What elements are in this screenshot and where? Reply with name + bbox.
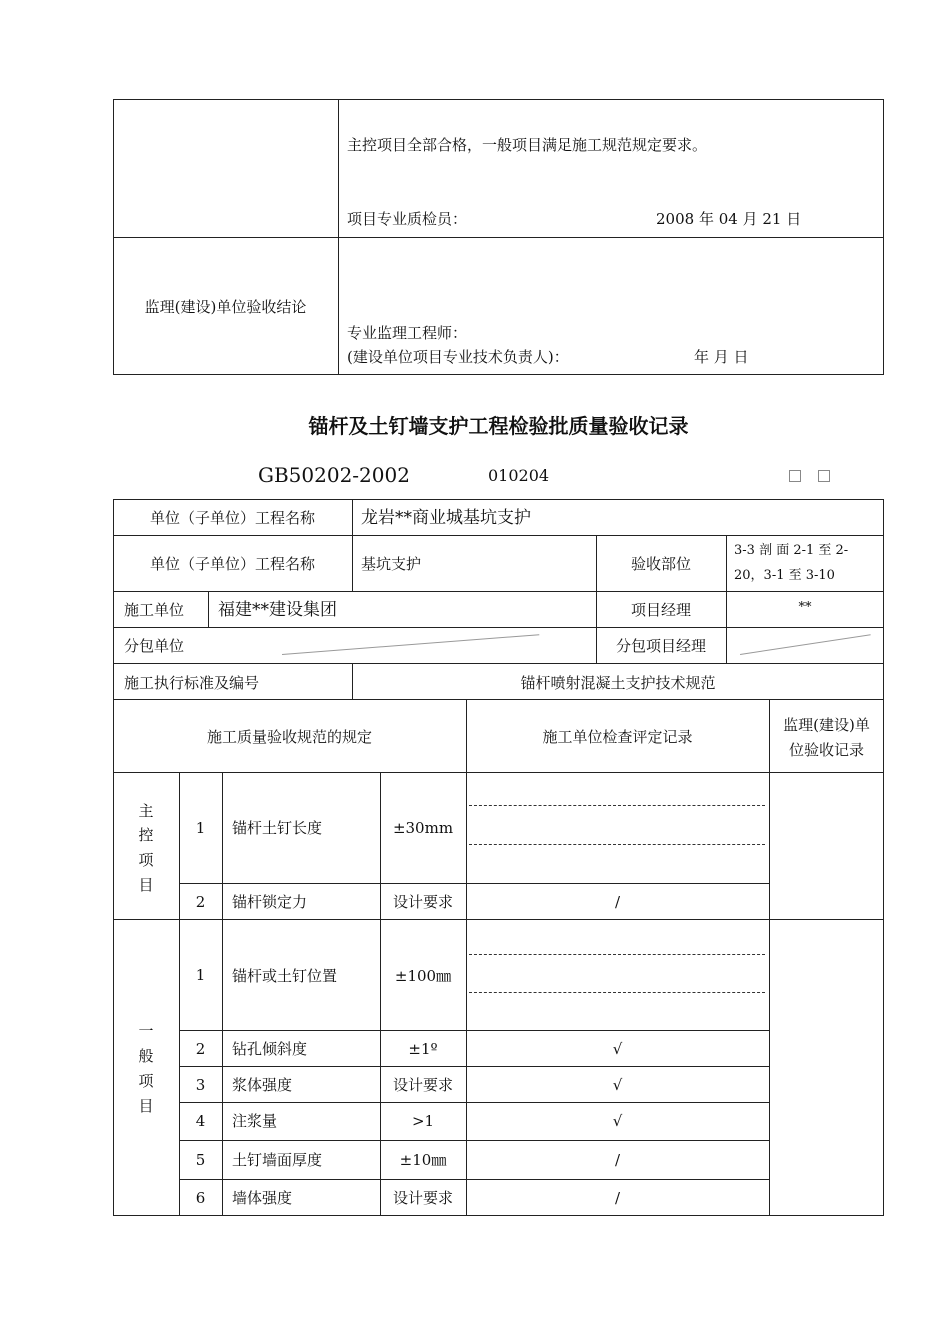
standard-value: 锚杆喷射混凝土支护技术规范 xyxy=(520,674,716,692)
table-row-item: 浆体强度 xyxy=(232,1076,293,1094)
record-dashed-line xyxy=(469,992,765,993)
table-row-record: / xyxy=(614,893,621,911)
table-row-record: √ xyxy=(612,1112,623,1130)
table-row-item: 钻孔倾斜度 xyxy=(232,1040,308,1058)
table-row-record: √ xyxy=(612,1040,623,1058)
record-column-header: 施工单位检查评定记录 xyxy=(542,728,693,746)
row-line xyxy=(113,627,884,628)
row-line xyxy=(113,591,884,592)
col-line xyxy=(222,772,223,1216)
row-line xyxy=(179,1030,769,1031)
table-row-record: / xyxy=(614,1151,621,1169)
standard-label: 施工执行标准及编号 xyxy=(124,674,260,692)
row-line xyxy=(113,663,884,664)
main-items-group-char: 控 xyxy=(138,826,154,844)
main-items-group-char: 项 xyxy=(138,851,154,869)
row-line xyxy=(179,883,769,884)
col-line xyxy=(769,699,770,1216)
table-row-standard: 设计要求 xyxy=(392,893,453,911)
inspector-label: 项目专业质检员： xyxy=(347,210,468,228)
general-items-group-char: 项 xyxy=(138,1072,154,1090)
top-table-divider xyxy=(113,237,884,238)
supervision-conclusion-label: 监理(建设)单位验收结论 xyxy=(144,298,307,316)
form-title: 锚杆及土钉墙支护工程检验批质量验收记录 xyxy=(308,414,689,438)
subcontractor-label: 分包单位 xyxy=(124,637,185,655)
form-number: 010204 xyxy=(488,466,550,485)
sub-project-label: 单位（子单位）工程名称 xyxy=(149,555,315,573)
quality-statement: 主控项目全部合格，一般项目满足施工规范规定要求。 xyxy=(347,136,708,154)
record-dashed-line xyxy=(469,844,765,845)
general-items-group-char: 一 xyxy=(138,1022,154,1040)
table-row-no: 5 xyxy=(195,1151,206,1169)
spec-column-header: 施工质量验收规范的规定 xyxy=(206,728,372,746)
table-row-no: 1 xyxy=(195,966,206,984)
acceptance-part-label: 验收部位 xyxy=(630,555,691,573)
table-row-standard: 设计要求 xyxy=(392,1076,453,1094)
inspector-date: 2008 年 04 月 21 日 xyxy=(656,210,802,228)
table-row-no: 2 xyxy=(195,1040,206,1058)
row-line xyxy=(179,1066,769,1067)
top-table-column-divider xyxy=(338,99,339,375)
col-line xyxy=(208,591,209,627)
table-row-no: 6 xyxy=(195,1189,206,1207)
construction-unit-value: 福建**建设集团 xyxy=(218,600,337,620)
project-manager-value: ** xyxy=(798,600,812,615)
table-row-record: √ xyxy=(612,1076,623,1094)
col-line xyxy=(466,699,467,1216)
table-row-no: 3 xyxy=(195,1076,206,1094)
table-row-standard: ±10㎜ xyxy=(399,1151,447,1169)
row-line xyxy=(179,1140,769,1141)
record-dashed-line xyxy=(469,954,765,955)
sub-manager-label: 分包项目经理 xyxy=(615,637,706,655)
table-row-item: 锚杆土钉长度 xyxy=(232,819,323,837)
table-row-no: 4 xyxy=(195,1112,206,1130)
table-row-standard: ±30mm xyxy=(392,819,454,837)
unit-project-value: 龙岩**商业城基坑支护 xyxy=(361,508,531,528)
table-row-no: 1 xyxy=(195,819,206,837)
table-row-item: 土钉墙面厚度 xyxy=(232,1151,323,1169)
table-row-item: 注浆量 xyxy=(232,1112,278,1130)
checkbox-2[interactable] xyxy=(818,470,830,482)
supervision-column-header-line1: 监理(建设)单 xyxy=(783,716,870,734)
table-row-standard: ±1º xyxy=(408,1040,438,1058)
table-row-item: 锚杆或土钉位置 xyxy=(232,967,338,985)
acceptance-part-value-line2: 20，3-1 至 3-10 xyxy=(734,568,835,583)
unit-project-label: 单位（子单位）工程名称 xyxy=(149,509,315,527)
engineer-label: 专业监理工程师： xyxy=(347,324,468,342)
table-row-standard: ±100㎜ xyxy=(394,967,452,985)
general-items-group-char: 目 xyxy=(138,1097,154,1115)
main-items-group-char: 主 xyxy=(138,802,154,820)
supervision-column-header-line2: 位验收记录 xyxy=(788,741,864,759)
blank-date: 年 月 日 xyxy=(694,348,749,366)
project-manager-label: 项目经理 xyxy=(630,601,691,619)
table-row-item: 锚杆锁定力 xyxy=(232,893,308,911)
main-items-group-char: 目 xyxy=(138,876,154,894)
acceptance-part-value-line1: 3-3 剖 面 2-1 至 2- xyxy=(734,543,849,558)
table-row-standard: 设计要求 xyxy=(392,1189,453,1207)
table-row-record: / xyxy=(614,1189,621,1207)
owner-label: (建设单位项目专业技术负责人)： xyxy=(347,348,569,366)
row-line xyxy=(113,535,884,536)
general-items-group-char: 般 xyxy=(138,1047,154,1065)
col-line xyxy=(352,499,353,591)
table-row-item: 墙体强度 xyxy=(232,1189,293,1207)
table-row-standard: >1 xyxy=(411,1112,435,1130)
table-row-no: 2 xyxy=(195,893,206,911)
standard-code: GB50202-2002 xyxy=(258,463,410,487)
checkbox-1[interactable] xyxy=(789,470,801,482)
record-dashed-line xyxy=(469,805,765,806)
sub-project-value: 基坑支护 xyxy=(361,555,422,573)
row-line xyxy=(179,1102,769,1103)
row-line xyxy=(179,1179,769,1180)
construction-unit-label: 施工单位 xyxy=(124,601,185,619)
